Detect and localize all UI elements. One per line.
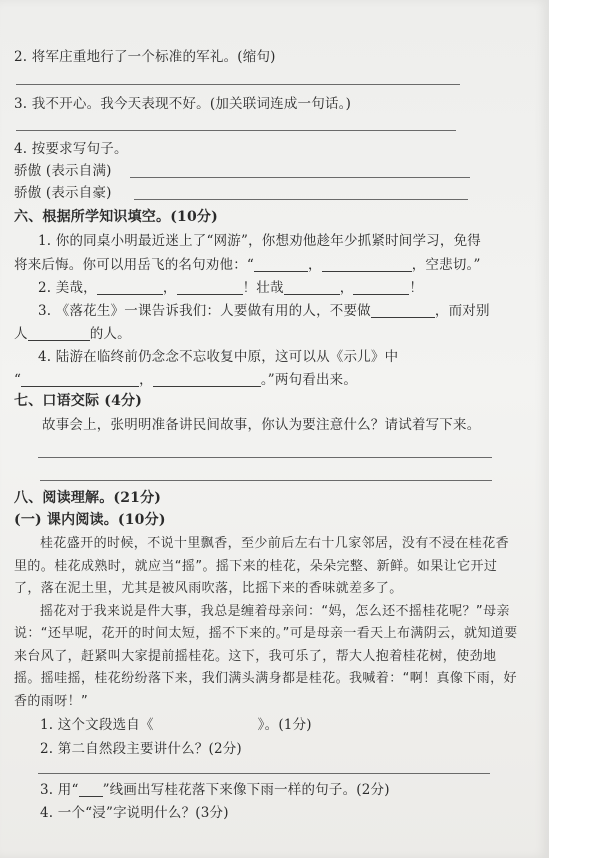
reading-question-3-text-a: 3. 用“ [40, 782, 79, 798]
s6-question-4-end: 。”两句看出来。 [260, 372, 358, 388]
fill-blank[interactable] [153, 372, 261, 387]
answer-line-q4-2[interactable] [134, 199, 468, 200]
question-3-text: 3. 我不开心。我今天表现不好。(加关联词连成一句话。) [14, 96, 352, 112]
s6-question-1-line-1 [38, 232, 481, 250]
s6-question-2-text-b: ！壮哉 [242, 280, 284, 296]
s6-question-4-text: 4. 陆游在临终前仍念念不忘收复中原，这可以从《示儿》中 [38, 349, 399, 365]
reading-question-2 [40, 740, 242, 758]
s6-question-2-text-d: ！ [409, 280, 424, 296]
reading-question-1-text-a: 1. 这个文段选自《 [40, 717, 154, 733]
answer-line-s7-1[interactable] [38, 457, 492, 458]
reading-question-2-text: 2. 第二自然段主要讲什么？(2分) [40, 741, 242, 757]
section-8-title-text: 八、阅读理解。(21分) [14, 490, 162, 506]
s6-question-3-line-1 [38, 302, 490, 320]
fill-blank[interactable] [371, 303, 435, 318]
passage-paragraph-1: 桂花盛开的时候，不说十里飘香，至少前后左右十几家邻居，没有不浸在桂花香里的。桂花成熟时，就应当“摇”。摇下来的桂花，朵朵完整、新鲜。如果让它开过了，落在泥土里，尤其是被风雨吹落，比摇下来的香味就差多了。 [14, 536, 510, 596]
question-4 [14, 140, 128, 158]
s6-question-2-text-a: 2. 美哉， [38, 280, 97, 296]
section-7-title [14, 392, 142, 410]
s6-question-4-line-2 [14, 371, 357, 389]
s6-question-3-line-2 [14, 325, 131, 343]
s6-question-1-comma: ， [308, 257, 322, 273]
answer-line-q2[interactable] [16, 84, 460, 85]
section-6-title [14, 208, 218, 226]
section-7-prompt-text: 故事会上，张明明准备讲民间故事，你认为要注意什么？请试着写下来。 [42, 417, 481, 433]
s6-question-3-text-d: 的人。 [89, 326, 131, 342]
question-4-item-2 [14, 184, 112, 202]
reading-question-4 [40, 804, 229, 822]
s6-question-3-text-b: ，而对别 [434, 303, 490, 319]
question-2 [14, 48, 276, 66]
section-7-prompt [42, 416, 480, 434]
answer-line-r2[interactable] [38, 773, 490, 774]
question-4-text: 4. 按要求写句子。 [14, 141, 128, 157]
section-8-title [14, 489, 161, 507]
s6-question-2-comma: ， [162, 280, 177, 296]
question-3 [14, 95, 351, 113]
s6-question-1-line-2 [14, 256, 481, 274]
answer-line-q3[interactable] [16, 130, 456, 131]
reading-question-1 [40, 716, 312, 734]
s6-question-4-open-quote: “ [14, 372, 22, 388]
fill-blank[interactable] [21, 372, 139, 387]
question-4-item-1 [14, 162, 112, 180]
section-6-title-text: 六、根据所学知识填空。(10分) [14, 209, 218, 225]
question-4-item-1-label: 骄傲 (表示自满) [14, 163, 112, 179]
underline-sample [79, 782, 103, 797]
fill-blank[interactable] [284, 280, 340, 295]
fill-blank[interactable] [97, 280, 163, 295]
reading-question-3-text-b: ”线画出写桂花落下来像下雨一样的句子。(2分) [102, 782, 390, 798]
s6-question-4-comma: ， [139, 372, 153, 388]
s6-question-2-text-c: ， [339, 280, 354, 296]
fill-blank[interactable] [353, 280, 409, 295]
fill-blank[interactable] [322, 257, 412, 272]
s6-question-4-line-1 [38, 348, 398, 366]
fill-blank[interactable] [177, 280, 243, 295]
fill-blank[interactable] [28, 326, 90, 341]
reading-question-4-text: 4. 一个“浸”字说明什么？(3分) [40, 805, 229, 821]
fill-blank[interactable] [254, 257, 308, 272]
answer-line-q4-1[interactable] [130, 177, 470, 178]
passage-paragraph-2: 摇花对于我来说是件大事，我总是缠着母亲问：“妈，怎么还不摇桂花呢？”母亲说：“还早呢，花开的时间太短，摇不下来的。”可是母亲一看天上布满阴云，就知道要来台风了，赶紧叫大家提前摇桂花。这下，我可乐了，帮大人抱着桂花树，使劲地摇。摇哇摇，桂花纷纷落下来，我们满头满身都是桂花。我喊着：“啊！真像下雨，好香的雨呀！” [14, 603, 518, 709]
answer-line-s7-2[interactable] [40, 480, 492, 481]
question-4-item-2-label: 骄傲 (表示自豪) [14, 185, 112, 201]
section-7-title-text: 七、口语交际 (4分) [14, 393, 143, 409]
s6-question-1-text-2: 将来后悔。你可以用岳飞的名句劝他：“ [14, 257, 255, 273]
question-2-text: 2. 将军庄重地行了一个标准的军礼。(缩句) [14, 49, 276, 65]
reading-question-1-text-b: 》。(1分) [257, 717, 312, 733]
s6-question-3-text-c: 人 [14, 326, 28, 342]
part-1-title [14, 511, 166, 529]
s6-question-3-text-a: 3. 《落花生》一课告诉我们：人要做有用的人，不要做 [38, 303, 371, 319]
reading-question-3 [40, 781, 390, 799]
part-1-title-text: (一) 课内阅读。(10分) [14, 512, 166, 528]
s6-question-1-end: ，空悲切。” [411, 257, 481, 273]
s6-question-2 [38, 279, 423, 297]
s6-question-1-text-1: 1. 你的同桌小明最近迷上了“网游”，你想劝他趁年少抓紧时间学习，免得 [38, 233, 481, 249]
reading-passage [14, 533, 522, 713]
